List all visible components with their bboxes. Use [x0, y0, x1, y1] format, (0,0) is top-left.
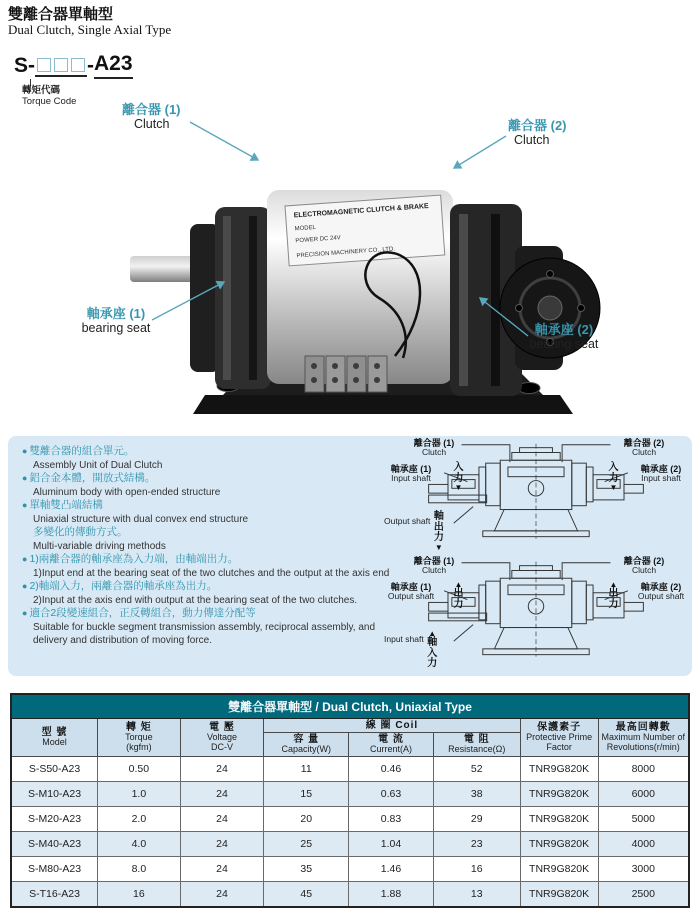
callout-clutch1-zh: 離合器 (1)	[122, 102, 181, 117]
feature-text-zh: ● 鋁合金本體，開放式結構。	[22, 472, 156, 484]
callout-seat1-zh: 軸承座 (1)	[86, 306, 146, 321]
nameplate	[285, 195, 445, 266]
cell-value: 0.50	[98, 756, 181, 781]
page-title-zh: 雙離合器單軸型	[8, 6, 114, 23]
col-protective-zh: 保護素子	[537, 722, 582, 734]
table-row	[11, 806, 689, 831]
col-maxrev-en: Maximum Number of	[601, 732, 686, 743]
product-photo-section	[0, 100, 700, 434]
flow-arrow-icon: ▼	[454, 483, 463, 492]
cell-value: 13	[433, 881, 520, 907]
cell-value: 16	[98, 881, 181, 907]
nameplate-line4: PRECISION MACHINERY CO., LTD.	[296, 246, 396, 260]
callout-clutch1	[122, 102, 181, 132]
cell-value: 16	[433, 856, 520, 881]
left-shaft	[130, 256, 194, 282]
feature-text-en: 1)Input end at the bearing seat of the two clutches and the output at the axis end	[33, 567, 390, 579]
col-torque-en: Torque	[125, 732, 153, 743]
col-header-model	[11, 719, 98, 757]
feature-item	[22, 499, 390, 553]
spec-table-body	[11, 756, 689, 907]
col-header-current	[349, 733, 434, 757]
flow-left	[452, 463, 465, 492]
cell-value: 4000	[598, 831, 689, 856]
col-coil-label: 線 圈 Coil	[365, 720, 419, 731]
cell-value: 6000	[598, 781, 689, 806]
col-maxrev-zh: 最高回轉數	[615, 722, 671, 734]
col-model-zh: 型 號	[41, 727, 68, 738]
cell-value: 1.46	[349, 856, 434, 881]
axis-flow	[432, 512, 445, 552]
cell-value: 5000	[598, 806, 689, 831]
cell-value: TNR9G820K	[520, 756, 598, 781]
flow-left	[452, 581, 465, 610]
feature-text-zh: ● 單軸雙凸端結構	[22, 499, 103, 511]
axis-shaft-label	[384, 630, 439, 670]
cell-value: 29	[433, 806, 520, 831]
col-maxrev-en2: Revolutions(r/min)	[606, 741, 680, 752]
seat1-label	[380, 582, 442, 601]
cell-value: 3000	[598, 856, 689, 881]
callout-clutch2-zh: 離合器 (2)	[508, 118, 567, 133]
page-header	[8, 6, 171, 37]
cell-value: TNR9G820K	[520, 831, 598, 856]
seat2-label-en: Input shaft	[641, 473, 681, 483]
col-header-protective	[520, 719, 598, 757]
col-capacity-zh: 容 量	[293, 734, 320, 745]
clutch1-label-en: Clutch	[421, 565, 447, 575]
feature-text-en: Assembly Unit of Dual Clutch	[33, 459, 163, 471]
diagram-column	[382, 438, 690, 674]
cell-model: S-T16-A23	[11, 881, 98, 907]
model-code-suffix: A23	[94, 52, 133, 79]
callout-seat2-en: bearing seat	[529, 337, 599, 351]
flow-right	[607, 463, 620, 492]
col-torque-zh: 轉 矩	[126, 722, 152, 734]
model-code-block	[14, 52, 133, 107]
cell-value: 11	[264, 756, 349, 781]
callout-seat2	[522, 322, 606, 352]
col-header-voltage	[180, 719, 264, 757]
feature-text-en: Uniaxial structure with dual convex end structure	[33, 513, 249, 525]
cell-value: 38	[433, 781, 520, 806]
cell-value: 24	[180, 831, 264, 856]
axis-shaft-label-en: Input shaft	[384, 634, 424, 644]
clutch2-label-en: Clutch	[631, 447, 657, 457]
axis-arrow-icon: ▲	[428, 629, 437, 638]
cell-value: 4.0	[98, 831, 181, 856]
spec-table	[10, 693, 690, 908]
cell-value: 1.0	[98, 781, 181, 806]
cell-value: TNR9G820K	[520, 881, 598, 907]
bullet-icon: ●	[22, 473, 28, 483]
callout-clutch1-en: Clutch	[134, 117, 170, 131]
bullet-icon: ●	[22, 446, 28, 456]
flow-right-text: 出力	[608, 588, 619, 610]
flow-arrow-icon: ▲	[454, 580, 463, 589]
table-title: 雙離合器單軸型 / Dual Clutch, Uniaxial Type	[11, 694, 689, 719]
cell-value: 0.63	[349, 781, 434, 806]
cell-value: 52	[433, 756, 520, 781]
axis-flow	[426, 630, 439, 670]
feature-text-en: Suitable for buckle segment transmission assembly, reciprocal assembly, and delivery and distribution of moving force.	[33, 621, 376, 646]
cell-value: 1.04	[349, 831, 434, 856]
clutch-cross-section-diagram	[382, 556, 690, 674]
col-header-torque	[98, 719, 181, 757]
callout-seat1-en: bearing seat	[81, 321, 151, 335]
seat2-label-zh: 軸承座 (2)	[640, 464, 682, 474]
col-torque-unit: (kgfm)	[126, 741, 152, 752]
cell-model: S-M40-A23	[11, 831, 98, 856]
cell-value: 24	[180, 806, 264, 831]
feature-text-en: Aluminum body with open-ended structure	[33, 486, 221, 498]
table-row	[11, 756, 689, 781]
seat1-label-zh: 軸承座 (1)	[390, 464, 432, 474]
cell-model: S-M10-A23	[11, 781, 98, 806]
clutch1-label-en: Clutch	[421, 447, 447, 457]
feature-item	[22, 553, 390, 580]
cell-value: TNR9G820K	[520, 806, 598, 831]
bullet-icon: ●	[22, 608, 28, 618]
cell-value: 25	[264, 831, 349, 856]
clutch2-label	[608, 438, 680, 457]
seat1-label-zh: 軸承座 (1)	[390, 582, 432, 592]
col-current-en: Current(A)	[369, 744, 412, 754]
seat2-label-zh: 軸承座 (2)	[640, 582, 682, 592]
model-code-prefix: S-	[14, 53, 35, 77]
bullet-icon: ●	[22, 581, 28, 591]
model-code-separator: -	[87, 53, 94, 77]
axis-flow-text: 軸出力	[433, 511, 444, 543]
clutch2-label-zh: 離合器 (2)	[623, 438, 665, 448]
torque-code-note-en: Torque Code	[22, 95, 77, 107]
torque-code-boxes	[35, 55, 87, 77]
col-resistance-en: Resistance(Ω)	[448, 744, 506, 754]
col-header-maxrev	[598, 719, 689, 757]
features-panel	[8, 436, 692, 676]
flow-left-text: 入力	[453, 462, 464, 484]
clutch1-label-zh: 離合器 (1)	[413, 438, 455, 448]
flow-left-text: 出力	[453, 588, 464, 610]
col-protective-en: Protective Prime	[526, 732, 593, 743]
cell-value: 15	[264, 781, 349, 806]
cell-value: 24	[180, 756, 264, 781]
col-header-coil	[264, 719, 520, 733]
col-model-en: Model	[42, 737, 67, 747]
cell-value: 45	[264, 881, 349, 907]
cell-value: 24	[180, 781, 264, 806]
cell-value: 20	[264, 806, 349, 831]
axis-arrow-icon: ▼	[434, 542, 443, 552]
seat2-label	[628, 582, 694, 601]
callout-clutch2	[508, 118, 567, 148]
col-protective-en2: Factor	[546, 741, 572, 752]
cell-value: 23	[433, 831, 520, 856]
clutch1-label-zh: 離合器 (1)	[413, 556, 455, 566]
feature-text-en: Multi-variable driving methods	[33, 540, 166, 552]
cell-value: 8.0	[98, 856, 181, 881]
clutch1-label	[398, 438, 470, 457]
col-header-capacity	[264, 733, 349, 757]
col-capacity-en: Capacity(W)	[281, 744, 331, 754]
seat1-label-en: Input shaft	[391, 473, 431, 483]
cell-model: S-M80-A23	[11, 856, 98, 881]
cell-value: TNR9G820K	[520, 856, 598, 881]
cell-value: 0.83	[349, 806, 434, 831]
torque-code-note-zh: 轉矩代碼	[22, 85, 61, 96]
callout-seat1	[78, 306, 154, 336]
flow-right-text: 入力	[608, 462, 619, 484]
model-code	[14, 52, 133, 79]
callout-seat2-zh: 軸承座 (2)	[534, 322, 594, 337]
feature-item	[22, 472, 390, 499]
flow-right	[607, 581, 620, 610]
clutch2-label-zh: 離合器 (2)	[623, 556, 665, 566]
col-voltage-zh: 電 壓	[209, 722, 235, 734]
cell-value: 0.46	[349, 756, 434, 781]
table-row	[11, 881, 689, 907]
col-current-zh: 電 流	[378, 734, 404, 745]
feature-text-en: 2)Input at the axis end with output at the bearing seat of the two clutches.	[33, 594, 358, 606]
col-voltage-unit: DC-V	[211, 741, 234, 752]
cell-value: 8000	[598, 756, 689, 781]
seat2-label-en: Output shaft	[637, 591, 685, 601]
nameplate-line3: POWER DC 24V	[295, 235, 341, 245]
cell-value: 24	[180, 856, 264, 881]
nameplate-line2: MODEL	[294, 224, 317, 233]
mount-base	[193, 395, 573, 414]
col-resistance-zh: 電 阻	[463, 734, 490, 745]
cell-model: S-S50-A23	[11, 756, 98, 781]
nameplate-line1: ELECTROMAGNETIC CLUTCH & BRAKE	[293, 202, 429, 220]
seat1-label	[380, 464, 442, 483]
clutch2-label-en: Clutch	[631, 565, 657, 575]
cell-value: 24	[180, 881, 264, 907]
cell-value: 2.0	[98, 806, 181, 831]
col-header-resistance	[433, 733, 520, 757]
bullet-icon: ●	[22, 500, 28, 510]
feature-item	[22, 445, 390, 472]
feature-text-zh: ● 雙離合器的組合單元。	[22, 445, 135, 457]
table-row	[11, 831, 689, 856]
axis-flow-text: 軸入力	[427, 637, 438, 669]
torque-code-box	[37, 58, 51, 72]
clutch2-label	[608, 556, 680, 575]
feature-text-zh: ● 2)軸端入力，兩離合器的軸承座為出力。	[22, 580, 218, 592]
cell-value: 2500	[598, 881, 689, 907]
feature-text-zh: ● 1)兩離合器的軸承座為入力端，由軸端出力。	[22, 553, 239, 565]
seat2-label	[628, 464, 694, 483]
axis-shaft-label	[384, 512, 445, 552]
axis-shaft-label-en: Output shaft	[384, 516, 431, 526]
feature-list	[22, 445, 390, 648]
cell-model: S-M20-A23	[11, 806, 98, 831]
feature-text-zh: 多變化的傳動方式。	[33, 526, 128, 538]
cell-value: 1.88	[349, 881, 434, 907]
torque-code-box	[71, 58, 85, 72]
torque-code-box	[54, 58, 68, 72]
cell-value: 35	[264, 856, 349, 881]
clutch-cross-section-diagram	[382, 438, 690, 556]
table-row	[11, 856, 689, 881]
flow-arrow-icon: ▼	[609, 483, 618, 492]
page-title-en: Dual Clutch, Single Axial Type	[8, 22, 172, 37]
flow-arrow-icon: ▲	[609, 580, 618, 589]
cell-value: TNR9G820K	[520, 781, 598, 806]
callout-clutch2-en: Clutch	[514, 133, 550, 147]
seat1-label-en: Output shaft	[387, 591, 435, 601]
clutch-product-illustration	[95, 104, 605, 422]
bullet-icon: ●	[22, 554, 28, 564]
clutch1-label	[398, 556, 470, 575]
feature-item	[22, 580, 390, 607]
table-row	[11, 781, 689, 806]
feature-text-zh: ● 適合2段變速組合，正反轉組合，動力傳達分配等	[22, 607, 256, 619]
feature-item	[22, 607, 390, 648]
col-voltage-en: Voltage	[207, 732, 238, 743]
